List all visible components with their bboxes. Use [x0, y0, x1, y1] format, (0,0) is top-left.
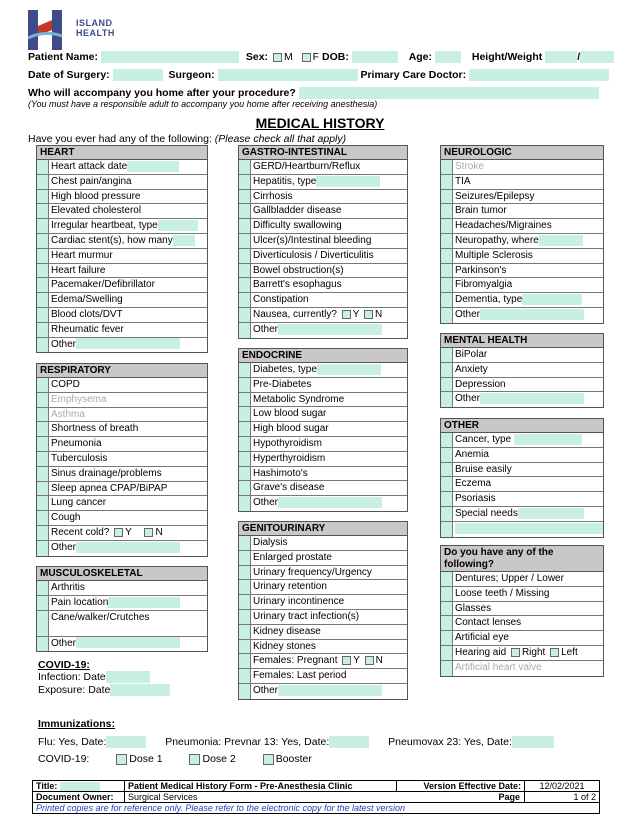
- neuro-item-label: Other: [455, 308, 481, 320]
- heart-item-label: Heart attack date: [51, 161, 128, 172]
- gi-item[interactable]: [239, 175, 407, 190]
- footer-table: [32, 780, 600, 814]
- weight-input[interactable]: [580, 51, 614, 63]
- gu-item-label: Urinary incontinence: [253, 596, 345, 608]
- gu-item[interactable]: [239, 536, 407, 551]
- patient-row-1: [28, 51, 614, 63]
- covid-exposure-label: Exposure: Date: [38, 684, 111, 696]
- footer-page-label: Page: [498, 792, 520, 802]
- gu-item-label: Enlarged prostate: [253, 551, 332, 563]
- gi-item[interactable]: [239, 160, 407, 175]
- section-neurologic: [440, 145, 604, 324]
- gi-item[interactable]: [239, 190, 407, 205]
- musculoskeletal-item-label: Arthritis: [51, 582, 85, 593]
- dose2-label: Dose 2: [202, 753, 236, 765]
- respiratory-item-label: Emphysema: [51, 393, 107, 405]
- gi-item-label: Other: [253, 323, 279, 335]
- mental-item[interactable]: [441, 378, 603, 393]
- covid-infection-input[interactable]: [106, 671, 150, 683]
- gi-item-label: Gallbladder disease: [253, 205, 342, 217]
- gu-item[interactable]: [239, 595, 407, 610]
- footer-owner-label: Document Owner:: [33, 792, 125, 803]
- endocrine-item[interactable]: [239, 378, 407, 393]
- mental-item[interactable]: [441, 392, 603, 407]
- accompany-note: (You must have a responsible adult to accompany you home after receiving anesthesia): [28, 99, 378, 109]
- other-item[interactable]: [441, 507, 603, 522]
- sex-m-checkbox[interactable]: [273, 53, 282, 62]
- musculoskeletal-header: MUSCULOSKELETAL: [37, 567, 207, 581]
- gu-item-label: Urinary frequency/Urgency: [253, 566, 372, 578]
- flu-label: Flu: Yes, Date:: [38, 736, 107, 748]
- hw-separator: /: [577, 51, 581, 63]
- heart-item-label: Chest pain/angina: [51, 175, 132, 187]
- neuro-item[interactable]: [441, 190, 603, 205]
- immunizations-title: Immunizations:: [38, 718, 116, 730]
- gu-item-label: Females: Last period: [253, 670, 347, 682]
- other-item-label: Psoriasis: [455, 493, 496, 505]
- gi-item[interactable]: [239, 234, 407, 249]
- accompany-row: [28, 87, 599, 99]
- gi-item-label: Constipation: [253, 294, 309, 306]
- heart-item[interactable]: [37, 175, 207, 190]
- endocrine-item[interactable]: [239, 407, 407, 422]
- footer-page-value: 1 of 2: [525, 792, 600, 803]
- endocrine-item[interactable]: [239, 422, 407, 437]
- section-gastro-intestinal: [238, 145, 408, 339]
- covid-exposure-row: [38, 684, 170, 696]
- covid-infection-row: [38, 671, 150, 683]
- footer-owner-cell: [125, 792, 525, 803]
- heart-item[interactable]: [37, 308, 207, 323]
- other-item-label: Cancer, type: [455, 434, 512, 445]
- endocrine-item-label: Hashimoto's: [253, 467, 308, 479]
- neuro-item[interactable]: [441, 249, 603, 264]
- gu-item[interactable]: [239, 684, 407, 699]
- respiratory-header: RESPIRATORY: [37, 364, 207, 378]
- hearing-aid-right-label: Right: [521, 646, 546, 658]
- heart-item-label: Blood clots/DVT: [51, 308, 123, 320]
- heart-item[interactable]: [37, 219, 207, 234]
- section-devices: [440, 545, 604, 677]
- sex-label: Sex:: [245, 51, 269, 63]
- gi-item-label: Difficulty swallowing: [253, 220, 342, 232]
- gu-item[interactable]: [239, 580, 407, 595]
- primary-care-label: Primary Care Doctor:: [360, 69, 467, 81]
- endocrine-item-label: Hyperthyroidism: [253, 452, 326, 464]
- neuro-item-label: Headaches/Migraines: [455, 220, 552, 232]
- heart-item-label: High blood pressure: [51, 190, 141, 202]
- gu-item-label: Females: Pregnant: [253, 655, 338, 667]
- recent-cold-yes-checkbox[interactable]: [114, 528, 123, 537]
- recent-cold-yes-label: Y: [125, 526, 132, 538]
- musculoskeletal-item-label: Other: [51, 637, 77, 649]
- sex-f-label: F: [312, 51, 320, 63]
- devices-item[interactable]: [441, 646, 603, 661]
- covid-exposure-input[interactable]: [110, 684, 170, 696]
- hearing-aid-left-label: Left: [561, 646, 578, 658]
- neuro-item[interactable]: [441, 264, 603, 279]
- height-input[interactable]: [545, 51, 577, 63]
- patient-row-2: [28, 69, 609, 81]
- gi-item-label: Hepatitis, type: [253, 175, 317, 187]
- devices-item-label: Dentures; Upper / Lower: [455, 573, 564, 584]
- logo-line1: ISLAND: [76, 18, 113, 28]
- respiratory-item[interactable]: [37, 467, 207, 482]
- mental-header: MENTAL HEALTH: [441, 334, 603, 348]
- sex-f-checkbox[interactable]: [302, 53, 311, 62]
- gu-item[interactable]: [239, 610, 407, 625]
- surgeon-label: Surgeon:: [168, 69, 215, 81]
- respiratory-item[interactable]: [37, 541, 207, 556]
- island-health-logo: [28, 10, 128, 50]
- heart-item[interactable]: [37, 160, 207, 175]
- patient-name-label: Patient Name:: [28, 51, 99, 63]
- endocrine-item-label: Diabetes, type: [253, 364, 317, 375]
- respiratory-item[interactable]: [37, 378, 207, 393]
- respiratory-item-label: Sinus drainage/problems: [51, 467, 162, 479]
- endocrine-header: ENDOCRINE: [239, 349, 407, 363]
- devices-item[interactable]: [441, 631, 603, 646]
- gi-header: GASTRO-INTESTINAL: [239, 146, 407, 160]
- heart-item-label: Irregular heartbeat, type: [51, 220, 158, 232]
- dose1-checkbox[interactable]: [116, 754, 127, 765]
- neuro-item-label: Multiple Sclerosis: [455, 249, 533, 261]
- devices-item-label: Contact lenses: [455, 617, 522, 629]
- endocrine-item[interactable]: [239, 496, 407, 511]
- height-weight-label: Height/Weight: [471, 51, 543, 63]
- island-health-logo-icon: [28, 10, 72, 50]
- heart-item-label: Heart murmur: [51, 249, 113, 261]
- section-heart: [36, 145, 208, 353]
- endocrine-item[interactable]: [239, 363, 407, 378]
- dob-label: DOB:: [322, 51, 349, 63]
- surgeon-input[interactable]: [218, 69, 358, 81]
- respiratory-item[interactable]: [37, 393, 207, 408]
- gi-item-label: Ulcer(s)/Intestinal bleeding: [253, 234, 372, 246]
- other-item-label: Eczema: [455, 478, 492, 490]
- neuro-item-label: Fibromyalgia: [455, 279, 513, 291]
- respiratory-item-label: Other: [51, 541, 77, 553]
- accompany-label: Who will accompany you home after your procedure?: [28, 87, 296, 99]
- dob-input[interactable]: [352, 51, 398, 63]
- neuro-header: NEUROLOGIC: [441, 146, 603, 160]
- pneumonia-label: Pneumonia: Prevnar 13: Yes, Date:: [165, 736, 330, 748]
- other-item[interactable]: [441, 522, 603, 537]
- gu-item-label: Kidney stones: [253, 640, 316, 652]
- neuro-item[interactable]: [441, 278, 603, 293]
- recent-cold-no-label: N: [155, 526, 163, 538]
- other-item[interactable]: [441, 448, 603, 463]
- mental-item-label: Depression: [455, 378, 506, 390]
- endocrine-item[interactable]: [239, 467, 407, 482]
- heart-item[interactable]: [37, 323, 207, 338]
- neuro-item-label: Parkinson's: [455, 264, 507, 276]
- neuro-item-label: TIA: [455, 175, 471, 187]
- section-other: [440, 418, 604, 538]
- heart-item[interactable]: [37, 190, 207, 205]
- other-item[interactable]: [441, 492, 603, 507]
- endocrine-item-label: Metabolic Syndrome: [253, 393, 345, 405]
- pneumovax-label: Pneumovax 23: Yes, Date:: [388, 736, 512, 748]
- heart-item-label: Heart failure: [51, 264, 106, 276]
- respiratory-item-label: Tuberculosis: [51, 452, 108, 464]
- immunizations-row-2: [38, 753, 312, 765]
- neuro-item[interactable]: [441, 175, 603, 190]
- gi-item[interactable]: [239, 278, 407, 293]
- heart-item-label: Pacemaker/Defibrillator: [51, 279, 155, 291]
- neuro-item[interactable]: [441, 219, 603, 234]
- neuro-item[interactable]: [441, 160, 603, 175]
- footer-title-value: Patient Medical History Form - Pre-Anesthesia Clinic: [125, 781, 397, 792]
- footer-note: Printed copies are for reference only. Please refer to the electronic copy for the latest version: [33, 803, 600, 814]
- musculoskeletal-item[interactable]: [37, 581, 207, 596]
- nausea-no-checkbox[interactable]: [364, 310, 373, 319]
- neuro-item-label: Seizures/Epilepsy: [455, 190, 535, 202]
- endocrine-item[interactable]: [239, 437, 407, 452]
- musculoskeletal-item[interactable]: [37, 596, 207, 611]
- nausea-yes-checkbox[interactable]: [342, 310, 351, 319]
- gu-item[interactable]: [239, 654, 407, 669]
- pregnant-yes-checkbox[interactable]: [342, 656, 351, 665]
- respiratory-item-label: Recent cold?: [51, 526, 110, 538]
- gi-item-label: Bowel obstruction(s): [253, 264, 344, 276]
- endocrine-item-label: Grave's disease: [253, 482, 325, 494]
- covid-title: COVID-19:: [38, 659, 90, 671]
- neuro-item-label: Neuropathy, where: [455, 234, 539, 246]
- heart-item-label: Other: [51, 338, 77, 350]
- footer-title-label: Title:: [36, 781, 58, 791]
- neuro-item-label: Stroke: [455, 161, 484, 172]
- pneumovax-date-input[interactable]: [512, 736, 554, 748]
- heart-item[interactable]: [37, 264, 207, 279]
- endocrine-item-label: High blood sugar: [253, 423, 329, 435]
- heart-item-label: Rheumatic fever: [51, 323, 124, 335]
- musculoskeletal-item[interactable]: [37, 611, 207, 637]
- booster-checkbox[interactable]: [263, 754, 274, 765]
- gu-item[interactable]: [239, 640, 407, 655]
- heart-item[interactable]: [37, 278, 207, 293]
- hearing-aid-right-checkbox[interactable]: [511, 648, 520, 657]
- page-title: MEDICAL HISTORY: [255, 115, 385, 131]
- neuro-item[interactable]: [441, 204, 603, 219]
- dose2-checkbox[interactable]: [189, 754, 200, 765]
- gi-item-label: Nausea, currently?: [253, 308, 337, 320]
- nausea-no-label: N: [375, 308, 383, 320]
- other-item-label: Anemia: [455, 448, 489, 460]
- other-item-label: Bruise easily: [455, 463, 512, 475]
- neuro-item[interactable]: [441, 234, 603, 249]
- pregnant-yes-label: Y: [353, 655, 360, 667]
- heart-item[interactable]: [37, 338, 207, 353]
- covid-infection-label: Infection: Date: [38, 671, 106, 683]
- devices-item[interactable]: [441, 661, 603, 676]
- endocrine-item[interactable]: [239, 452, 407, 467]
- section-genitourinary: [238, 521, 408, 700]
- pneumonia-date-input[interactable]: [329, 736, 369, 748]
- endocrine-item-label: Other: [253, 497, 279, 509]
- gi-item[interactable]: [239, 204, 407, 219]
- age-label: Age:: [408, 51, 433, 63]
- mental-item-label: BiPolar: [455, 349, 488, 360]
- respiratory-item[interactable]: [37, 496, 207, 511]
- age-input[interactable]: [435, 51, 461, 63]
- patient-name-input[interactable]: [101, 51, 239, 63]
- footer-owner-value: Surgical Services: [128, 792, 198, 802]
- mental-item-label: Other: [455, 393, 481, 405]
- respiratory-item[interactable]: [37, 437, 207, 452]
- respiratory-item[interactable]: [37, 511, 207, 526]
- respiratory-item-label: Asthma: [51, 408, 85, 420]
- other-item[interactable]: [441, 463, 603, 478]
- gu-item-label: Urinary tract infection(s): [253, 610, 360, 622]
- immunizations-row-1: [38, 736, 554, 748]
- recent-cold-no-checkbox[interactable]: [144, 528, 153, 537]
- heart-item-label: Edema/Swelling: [51, 294, 123, 306]
- heart-header: HEART: [37, 146, 207, 160]
- footer-version-value: 12/02/2021: [525, 781, 600, 792]
- mental-item[interactable]: [441, 348, 603, 363]
- gu-item[interactable]: [239, 669, 407, 684]
- pregnant-no-checkbox[interactable]: [365, 656, 374, 665]
- other-item[interactable]: [441, 477, 603, 492]
- gu-item[interactable]: [239, 625, 407, 640]
- neuro-item[interactable]: [441, 293, 603, 308]
- respiratory-item[interactable]: [37, 482, 207, 497]
- endocrine-item-label: Low blood sugar: [253, 408, 327, 420]
- devices-item-label: Hearing aid: [455, 646, 507, 658]
- respiratory-item[interactable]: [37, 452, 207, 467]
- heart-item-label: Elevated cholesterol: [51, 205, 142, 217]
- surgery-date-label: Date of Surgery:: [28, 69, 110, 81]
- respiratory-item-label: Pneumonia: [51, 438, 102, 450]
- section-respiratory: [36, 363, 208, 557]
- hearing-aid-left-checkbox[interactable]: [550, 648, 559, 657]
- heart-item[interactable]: [37, 204, 207, 219]
- heart-item[interactable]: [37, 293, 207, 308]
- respiratory-item[interactable]: [37, 422, 207, 437]
- intro-text: [28, 133, 346, 145]
- intro-label: Have you ever had any of the following:: [28, 133, 212, 145]
- gi-item[interactable]: [239, 323, 407, 338]
- gu-item-label: Kidney disease: [253, 625, 321, 637]
- gi-item-label: GERD/Heartburn/Reflux: [253, 161, 361, 172]
- flu-date-input[interactable]: [106, 736, 146, 748]
- covid-vaccine-label: COVID-19:: [38, 753, 90, 765]
- respiratory-item-label: Shortness of breath: [51, 423, 139, 435]
- devices-item[interactable]: [441, 616, 603, 631]
- gi-item-label: Barrett's esophagus: [253, 279, 342, 291]
- endocrine-item-label: Pre-Diabetes: [253, 378, 312, 390]
- intro-italic: (Please check all that apply): [214, 133, 347, 145]
- section-musculoskeletal: [36, 566, 208, 652]
- logo-line2: HEALTH: [76, 28, 115, 38]
- neuro-item[interactable]: [441, 308, 603, 323]
- neuro-item-label: Dementia, type: [455, 294, 523, 306]
- mental-item[interactable]: [441, 363, 603, 378]
- gi-item[interactable]: [239, 219, 407, 234]
- devices-item-label: Loose teeth / Missing: [455, 587, 550, 599]
- dose1-label: Dose 1: [129, 753, 163, 765]
- heart-item-label: Cardiac stent(s), how many: [51, 234, 173, 246]
- gi-item[interactable]: [239, 293, 407, 308]
- mental-item-label: Anxiety: [455, 363, 488, 375]
- gu-header: GENITOURINARY: [239, 522, 407, 536]
- gi-item-label: Cirrhosis: [253, 190, 293, 202]
- section-mental-health: [440, 333, 604, 408]
- gi-item-label: Diverticulosis / Diverticulitis: [253, 249, 374, 261]
- pregnant-no-label: N: [375, 655, 383, 667]
- devices-item-label: Artificial eye: [455, 632, 509, 644]
- heart-item[interactable]: [37, 249, 207, 264]
- gi-item[interactable]: [239, 264, 407, 279]
- respiratory-item[interactable]: [37, 526, 207, 541]
- gu-item-label: Urinary retention: [253, 581, 327, 593]
- gu-item-label: Other: [253, 684, 279, 696]
- other-header: OTHER: [441, 419, 603, 433]
- nausea-yes-label: Y: [352, 308, 360, 320]
- surgery-date-input[interactable]: [113, 69, 163, 81]
- endocrine-item[interactable]: [239, 393, 407, 408]
- endocrine-item-label: Hypothyroidism: [253, 437, 322, 449]
- respiratory-item-label: Sleep apnea CPAP/BiPAP: [51, 482, 168, 494]
- primary-care-input[interactable]: [469, 69, 609, 81]
- respiratory-item-label: COPD: [51, 379, 80, 390]
- respiratory-item-label: Lung cancer: [51, 497, 107, 509]
- musculoskeletal-item-label: Cane/walker/Crutches: [51, 611, 150, 623]
- gu-item-label: Dialysis: [253, 537, 288, 548]
- devices-item[interactable]: [441, 602, 603, 617]
- other-item[interactable]: [441, 433, 603, 448]
- section-endocrine: [238, 348, 408, 512]
- devices-item[interactable]: [441, 572, 603, 587]
- gi-item[interactable]: [239, 249, 407, 264]
- devices-header: Do you have any of the following?: [441, 546, 603, 572]
- respiratory-item[interactable]: [37, 408, 207, 423]
- accompany-input[interactable]: [299, 87, 599, 99]
- gu-item[interactable]: [239, 551, 407, 566]
- respiratory-item-label: Cough: [51, 512, 81, 524]
- devices-item[interactable]: [441, 587, 603, 602]
- booster-label: Booster: [275, 753, 312, 765]
- musculoskeletal-item[interactable]: [37, 637, 207, 652]
- neuro-item-label: Brain tumor: [455, 205, 507, 217]
- gu-item[interactable]: [239, 566, 407, 581]
- footer-version-label: Version Effective Date:: [397, 781, 525, 792]
- gi-item[interactable]: [239, 308, 407, 323]
- sex-m-label: M: [283, 51, 293, 63]
- endocrine-item[interactable]: [239, 481, 407, 496]
- other-item-label: Special needs: [455, 507, 518, 519]
- devices-item-label: Artificial heart valve: [455, 661, 542, 673]
- devices-item-label: Glasses: [455, 602, 492, 614]
- musculoskeletal-item-label: Pain location: [51, 596, 109, 608]
- heart-item[interactable]: [37, 234, 207, 249]
